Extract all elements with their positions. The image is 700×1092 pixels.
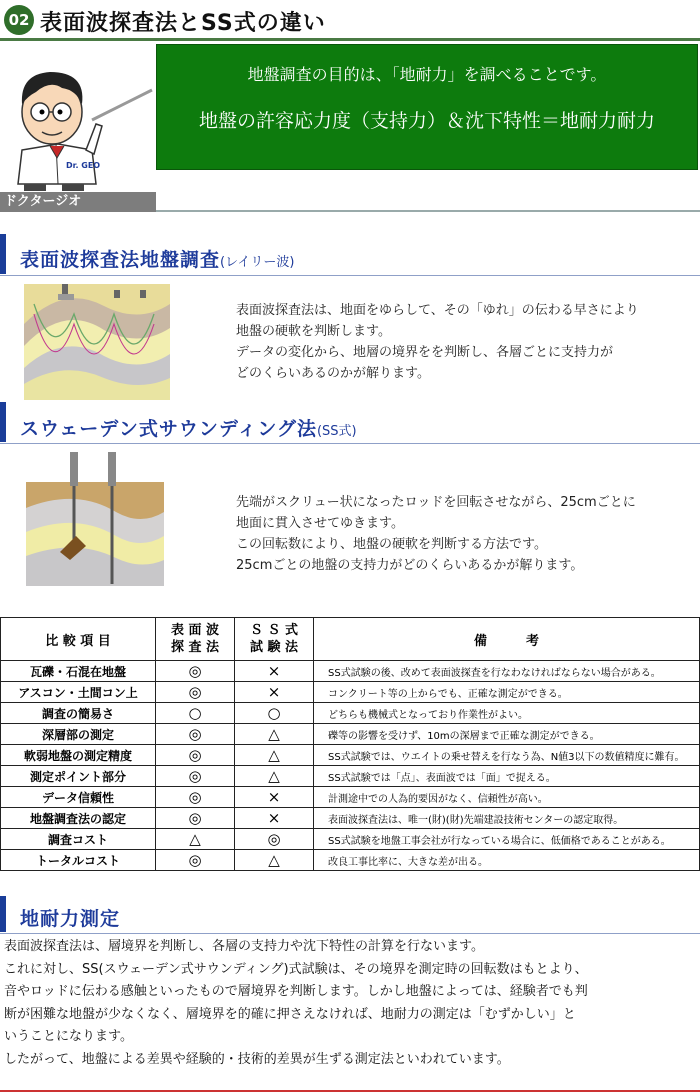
row-ss-cell: × [235,682,314,703]
row-note-cell: SS式試験を地盤工事会社が行なっている場合に、低価格であることがある。 [314,829,700,850]
row-ss-cell: △ [235,724,314,745]
section-marker [0,896,6,932]
row-surface-wave-cell: ○ [156,703,235,724]
section3-line: 音やロッドに伝わる感触といったもので層境界を判断します。しかし地盤によっては、経験者でも判 [4,984,588,999]
column-header-item: 比 較 項 目 [1,618,156,661]
row-surface-wave-cell: ◎ [156,724,235,745]
table-header-row [1,618,700,661]
section2-line: この回転数により、地盤の硬軟を判断する方法です。 [236,537,547,552]
row-note-cell: コンクリート等の上からでも、正確な測定ができる。 [314,682,700,703]
section1-line: どのくらいあるのかが解ります。 [236,366,430,381]
doctor-geo-mascot-icon [0,46,156,192]
section-title-text: スウェーデン式サウンディング法 [20,418,317,440]
row-note-cell: SS式試験では「点」、表面波では「面」で捉える。 [314,766,700,787]
section2-line: 地面に貫入させてゆきます。 [236,516,404,531]
section1-description [236,300,639,384]
header-divider [0,38,700,41]
section-title-surface-wave [20,245,295,272]
section-marker [0,402,6,442]
column-header-surface-wave: 表 面 波 探 査 法 [156,618,235,661]
section3-line: これに対し、SS(スウェーデン式サウンディング)式試験は、その境界を測定時の回転数はもとより、 [4,961,588,977]
screw-rod-diagram-icon [26,452,164,586]
row-note-cell: SS式試験では、ウエイトの乗せ替えを行なう為、N値3以下の数値精度に難有。 [314,745,700,766]
table-row [1,703,700,724]
row-surface-wave-cell: ◎ [156,682,235,703]
column-header-notes: 備 考 [314,618,700,661]
row-ss-cell: ◎ [235,829,314,850]
table-row [1,766,700,787]
row-note-cell: 礫等の影響を受けず、10mの深層まで正確な測定ができる。 [314,724,700,745]
row-surface-wave-cell: ◎ [156,808,235,829]
row-ss-cell: × [235,661,314,682]
section2-line: 先端がスクリュー状になったロッドを回転させながら、25cmごとに [236,495,636,510]
row-surface-wave-cell: ◎ [156,766,235,787]
row-item-cell: 深層部の測定 [1,724,156,745]
row-surface-wave-cell: ◎ [156,661,235,682]
row-ss-cell: △ [235,850,314,871]
row-item-cell: 瓦礫・石混在地盤 [1,661,156,682]
table-row [1,808,700,829]
comparison-table [0,617,700,871]
section-underline [0,933,700,934]
row-ss-cell: ○ [235,703,314,724]
section2-line: 25cmごとの地盤の支持力がどのくらいあるかが解ります。 [236,558,584,573]
row-item-cell: 調査の簡易さ [1,703,156,724]
table-row [1,745,700,766]
row-item-cell: 測定ポイント部分 [1,766,156,787]
row-note-cell: 表面波探査法は、唯一(財)(財)先端建設技術センターの認定取得。 [314,808,700,829]
table-body [1,661,700,871]
section-subtitle: (SS式) [316,424,357,439]
section-title-bearing-capacity: 地耐力測定 [20,908,121,930]
section3-line: いうことになります。 [4,1029,133,1044]
row-item-cell: アスコン・土間コン上 [1,682,156,703]
section2-description [236,492,636,576]
table-row [1,682,700,703]
row-ss-cell: × [235,787,314,808]
surface-wave-diagram-icon [24,284,170,400]
section1-line: データの変化から、地層の境界をを判断し、各層ごとに支持力が [236,345,614,360]
section-subtitle: (レイリー波) [220,255,295,270]
row-note-cell: 計測途中での人為的要因がなく、信頼性が高い。 [314,787,700,808]
column-header-ss: Ｓ Ｓ 式 試 験 法 [235,618,314,661]
page-title: 表面波探査法とSS式の違い [40,11,326,36]
section-title-text: 表面波探査法地盤調査 [20,249,221,271]
section3-line: 断が困難な地盤が少なくなく、層境界を的確に押さえなければ、地耐力の測定は「むずかしい」と [4,1006,576,1022]
row-item-cell: トータルコスト [1,850,156,871]
row-item-cell: 調査コスト [1,829,156,850]
table-row [1,724,700,745]
banner-line-2: 地盤の許容応力度（支持力）＆沈下特性＝地耐力耐力 [198,110,655,132]
banner-line-1: 地盤調査の目的は、「地耐力」を調べることです。 [247,65,607,84]
row-item-cell: データ信頼性 [1,787,156,808]
row-note-cell: 改良工事比率に、大きな差が出る。 [314,850,700,871]
section3-line: 表面波探査法は、層境界を判断し、各層の支持力や沈下特性の計算を行ないます。 [4,939,484,954]
row-ss-cell: × [235,808,314,829]
section1-line: 表面波探査法は、地面をゆらして、その「ゆれ」の伝わる早さにより [236,303,639,318]
section-title-swedish-sounding [20,414,357,441]
row-ss-cell: △ [235,766,314,787]
table-row [1,850,700,871]
table-row [1,787,700,808]
mascot-name-label: ドクタージオ [0,192,156,212]
table-row [1,661,700,682]
row-item-cell: 軟弱地盤の測定精度 [1,745,156,766]
section-underline [0,443,700,444]
section3-description [4,936,698,1071]
row-surface-wave-cell: ◎ [156,745,235,766]
row-surface-wave-cell: △ [156,829,235,850]
section1-line: 地盤の硬軟を判断します。 [236,324,391,339]
section-underline [0,275,700,276]
row-item-cell: 地盤調査法の認定 [1,808,156,829]
section-marker [0,234,6,274]
banner-baseline [156,210,700,212]
table-row [1,829,700,850]
section3-line: したがって、地盤による差異や経験的・技術的差異が生ずる測定法といわれています。 [4,1051,510,1067]
row-ss-cell: △ [235,745,314,766]
row-note-cell: どちらも機械式となっており作業性がよい。 [314,703,700,724]
coat-badge-text: Dr. GEO [66,161,101,170]
row-surface-wave-cell: ◎ [156,850,235,871]
section-number-badge: 02 [4,5,34,35]
row-surface-wave-cell: ◎ [156,787,235,808]
row-note-cell: SS式試験の後、改めて表面波探査を行なわなければならない場合がある。 [314,661,700,682]
